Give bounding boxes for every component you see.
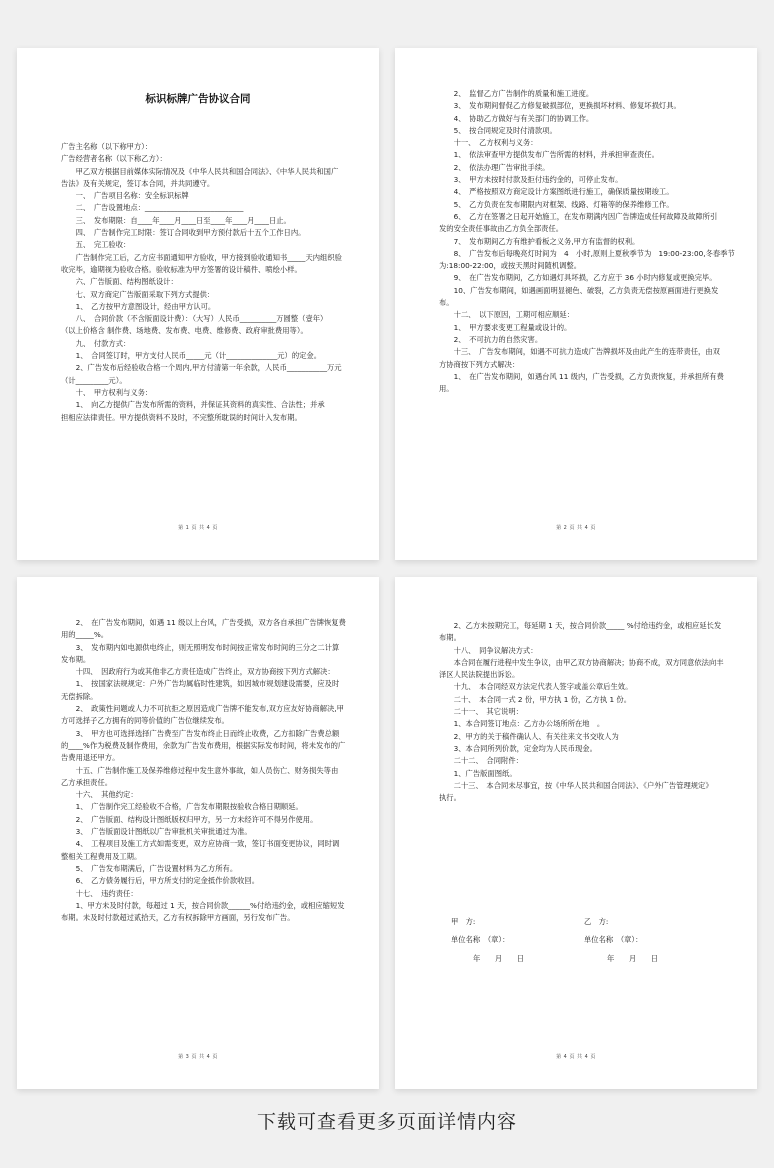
document-line: 二十一、 其它说明： <box>439 707 523 717</box>
document-line: 乙方承担责任。 <box>61 777 113 787</box>
document-line: 1、 在广告发布期间，如遇台风 11 级内，广告受损，乙方负责恢复，并承担所有费 <box>439 371 724 381</box>
document-line: 10、广告发布期间，如遇画面明显褪色、破裂，乙方负责无偿按原画面进行更换发 <box>439 285 719 295</box>
document-line: 用。 <box>439 384 454 394</box>
document-line: 方协商按下列方式解决： <box>439 359 520 369</box>
document-line: 2、 广告版面、结构设计图纸版权归甲方，另一方未经许可不得另作使用。 <box>61 814 318 824</box>
document-line: 七、双方商定广告版面采取下列方式提供： <box>61 289 215 299</box>
document-line: 整相关工程费用及工期。 <box>61 851 142 861</box>
document-line: 1、 甲方要求变更工程量或设计的。 <box>439 322 572 332</box>
document-line: 3、 广告版面设计图纸以广告审批机关审批通过为准。 <box>61 827 252 837</box>
document-line: 布期。 <box>439 633 461 643</box>
document-title: 标识标牌广告协议合同 <box>145 93 251 105</box>
download-more-caption[interactable]: 下载可查看更多页面详情内容 <box>256 1111 517 1133</box>
document-line: 十八、 同争议解决方式： <box>439 645 538 655</box>
document-line: 2、 依法办理广告审批手续。 <box>439 162 550 172</box>
document-line: 本合同在履行进程中发生争议，由甲乙双方协商解决；协商不成，双方同意依法向丰 <box>439 657 724 667</box>
document-line: 九、 付款方式： <box>61 338 131 348</box>
document-line: 6、 乙方债务履行后，甲方所支付的定金抵作价款收回。 <box>61 876 260 886</box>
document-line: 1、 按国家法规规定：户外广告均属临时性建筑，如因城市规划建设需要，应及时 <box>61 679 340 689</box>
document-line: 二、 广告设置地点：___________________________ <box>61 203 244 213</box>
document-line: 八、 合同价款（不含版面设计费）：（大写）人民币__________万圆整（壹年） <box>61 314 328 324</box>
document-line: 3、 发布期间督促乙方修复破损部位，更换损坏材料、修复坏损灯具。 <box>439 101 681 111</box>
document-line: 二十、 本合同一式 2 份，甲方执 1 份，乙方执 1 份。 <box>439 694 632 704</box>
document-line: 十三、 广告发布期间，如遇不可抗力造成广告牌损坏及由此产生的连带责任，由双 <box>439 347 720 357</box>
document-line: 布期。未及时付款超过贰拾天，乙方有权拆除甲方画面，另行发布广告。 <box>61 913 295 923</box>
document-line: 十六、 其他约定： <box>61 790 138 800</box>
page-3-content <box>61 617 357 924</box>
document-line: （以上价格含 制作费、场地费、发布费、电费、维修费、政府审批费用等）。 <box>61 326 308 336</box>
document-line: 3、本合同所列价款，定金均为人民币现金。 <box>439 743 597 753</box>
page-2-footer: 第 2 页 共 4 页 <box>556 525 596 531</box>
document-line: 1、 合同签订时，甲方支付人民币_____元（计______________元）的定金。 <box>61 351 322 361</box>
document-line: 方可选择子乙方拥有的同等价值的广告位继续发布。 <box>61 716 229 726</box>
page-4-footer: 第 4 页 共 4 页 <box>556 1054 596 1060</box>
document-line: 1、甲方未及时付款，每超过 1 天，按合同价款______%付给违约金，或相应缩短发 <box>61 900 345 910</box>
document-line: 1、广告版面图纸。 <box>439 768 517 778</box>
document-line: 十七、 违约责任： <box>61 888 138 898</box>
document-line: 十一、 乙方权利与义务： <box>439 138 538 148</box>
document-line: 担相应法律责任。甲方提供资料不及时，不完整所耽误的时间计入发布期。 <box>61 412 302 422</box>
document-line: 3、 发布期内如电源供电终止，则无照明发布时间按正常发布时间的三分之二计算 <box>61 642 340 652</box>
document-line: 2、 政策性问题或人力不可抗拒之原因造成广告牌不能发布,双方应友好协商解决,甲 <box>61 704 344 714</box>
document-line: 广告主名称（以下称甲方）： <box>61 142 153 151</box>
document-line: 布。 <box>439 298 454 308</box>
document-page-2 <box>395 48 757 560</box>
page-2-content <box>439 88 735 395</box>
document-line: 5、 按合同规定及时付清款项。 <box>439 125 557 135</box>
page-1-footer: 第 1 页 共 4 页 <box>178 525 218 531</box>
document-page-3 <box>17 577 379 1089</box>
document-line: 5、 广告发布期满后，广告设置材料为乙方所有。 <box>61 863 238 873</box>
document-line: 1、 向乙方提供广告发布所需的资料，并保证其资料的真实性、合法性；并承 <box>61 400 325 410</box>
document-line: 8、 广告发布后每晚亮灯时间为 4 小时,原则上夏秋季节为 19:00-23:00,冬春季节 <box>439 248 735 258</box>
party-a-date: 年 月 日 <box>473 954 525 963</box>
document-line: 的____%作为税费及制作费用，余款为广告发布费用，根据实际发布时间，将未发布的广 <box>61 740 346 750</box>
document-page-4 <box>395 577 757 1089</box>
document-line: 十四、 因政府行为或其他非乙方责任造成广告终止，双方协商按下列方式解决： <box>61 667 335 677</box>
document-line: 2、乙方未按期完工，每延期 1 天，按合同价款_____ %付给违约金，或相应延长发 <box>439 621 722 630</box>
document-line: 2、广告发布后经验收合格一个周内,甲方付清第一年余款，人民币___________万元 <box>61 363 342 373</box>
document-line: 执行。 <box>439 793 461 803</box>
document-line: 6、 乙方在签署之日起开始施工，在发布期满内因广告牌造成任何故障及故障所引 <box>439 211 718 221</box>
document-line: 二十二、 合同附件： <box>439 756 523 766</box>
document-line: 1、 乙方按甲方意图设计，经由甲方认可。 <box>61 301 216 311</box>
document-line: 二十三、 本合同未尽事宜，按《中华人民共和国合同法》、《户外广告管理规定》 <box>439 780 713 790</box>
document-line: 9、 在广告发布期间，乙方如遇灯具坏损，乙方应于 36 小时内修复或更换完毕。 <box>439 273 717 283</box>
party-b-date: 年 月 日 <box>607 954 659 963</box>
document-line: 发的安全责任事故由乙方负全部责任。 <box>439 224 564 234</box>
document-line: 3、 甲方未按时付款及拒付违约金的，可停止发布。 <box>439 175 623 185</box>
party-b-label: 乙 方: <box>584 917 609 926</box>
document-line: 五、 完工验收： <box>61 240 131 250</box>
document-line: 泽区人民法院提出诉讼。 <box>439 670 520 680</box>
page-3-footer: 第 3 页 共 4 页 <box>178 1054 218 1060</box>
document-line: 广告经营者名称（以下称乙方）： <box>61 154 167 164</box>
document-line: 六、广告版面、结构图纸设计： <box>61 277 178 287</box>
document-line: 十二、 以下原因，工期可相应顺延： <box>439 310 574 320</box>
document-line: 1、 依法审查甲方提供发布广告所需的材料，并承担审查责任。 <box>439 150 659 160</box>
document-line: 1、本合同签订地点：乙方办公场所所在地 。 <box>439 719 605 729</box>
document-line: 1、 广告制作完工经验收不合格，广告发布期限按验收合格日期顺延。 <box>61 802 303 812</box>
page-4-content <box>439 620 735 804</box>
document-line: 4、 严格按照双方商定设计方案图纸进行施工，确保质量按期竣工。 <box>439 187 674 197</box>
document-line: 发布期。 <box>61 654 91 664</box>
document-page-1 <box>17 48 379 560</box>
party-a-label: 甲 方: <box>451 917 476 926</box>
document-line: 无偿拆除。 <box>61 691 98 701</box>
document-line: 三、 发布期限：自____年____月____日至____年____月____日止。 <box>61 215 291 225</box>
document-line: 2、 监督乙方广告制作的质量和施工进度。 <box>439 89 594 98</box>
party-a-unit-label: 单位名称 （章）： <box>451 935 510 944</box>
party-b-unit-label: 单位名称 （章）： <box>584 935 643 944</box>
document-line: 为:18:00-22:00，或按天黑时间随机调整。 <box>439 261 582 271</box>
document-line: 4、 工程项目及施工方式如需变更，双方应协商一致，签订书面变更协议，同时调 <box>61 839 340 849</box>
document-line: 十、 甲方权利与义务： <box>61 387 153 397</box>
page-1-content <box>61 141 357 424</box>
document-line: 4、 协助乙方做好与有关部门的协调工作。 <box>439 113 594 123</box>
document-line: 收完毕，逾期视为验收合格。验收标准为甲方签署的设计稿件、喷绘小样。 <box>61 264 302 274</box>
document-line: 一、 广告项目名称：安全标识标牌 <box>61 191 189 201</box>
document-line: 3、 甲方也可选择选择广告费至广告发布终止日而终止收费，乙方扣除广告费总额 <box>61 728 340 738</box>
document-line: 2、 在广告发布期间，如遇 11 级以上台风，广告受损，双方各自承担广告牌恢复费 <box>61 618 346 627</box>
document-line: 十九、 本合同经双方法定代表人签字或盖公章后生效。 <box>439 682 633 692</box>
document-line: 7、 发布期间乙方有维护看板之义务,甲方有监督的权利。 <box>439 236 640 246</box>
document-line: 2、甲方的关于稿件确认人、有关往来文书交收人为 <box>439 731 619 741</box>
document-line: 用的_____%。 <box>61 630 109 640</box>
document-line: 甲乙双方根据目前媒体实际情况及《中华人民共和国合同法》、《中华人民共和国广 <box>61 166 339 176</box>
document-line: 2、 不可抗力的自然灾害。 <box>439 334 543 344</box>
document-line: 十五、广告制作施工及保养维修过程中发生意外事故，如人员伤亡、财务损失等由 <box>61 765 339 775</box>
document-line: （计_________元）。 <box>61 375 127 385</box>
document-line: 广告制作完工后，乙方应书面通知甲方验收，甲方接到验收通知书_____天内组织验 <box>61 252 342 262</box>
document-line: 告费用退还甲方。 <box>61 753 120 763</box>
document-line: 四、 广告制作完工时限：签订合同收到甲方预付款后十五个工作日内。 <box>61 228 306 238</box>
document-line: 告法》及有关规定，签订本合同，并共同遵守。 <box>61 178 215 188</box>
document-line: 5、 乙方负责在发布期限内对框架、线路、灯箱等的保养维修工作。 <box>439 199 674 209</box>
